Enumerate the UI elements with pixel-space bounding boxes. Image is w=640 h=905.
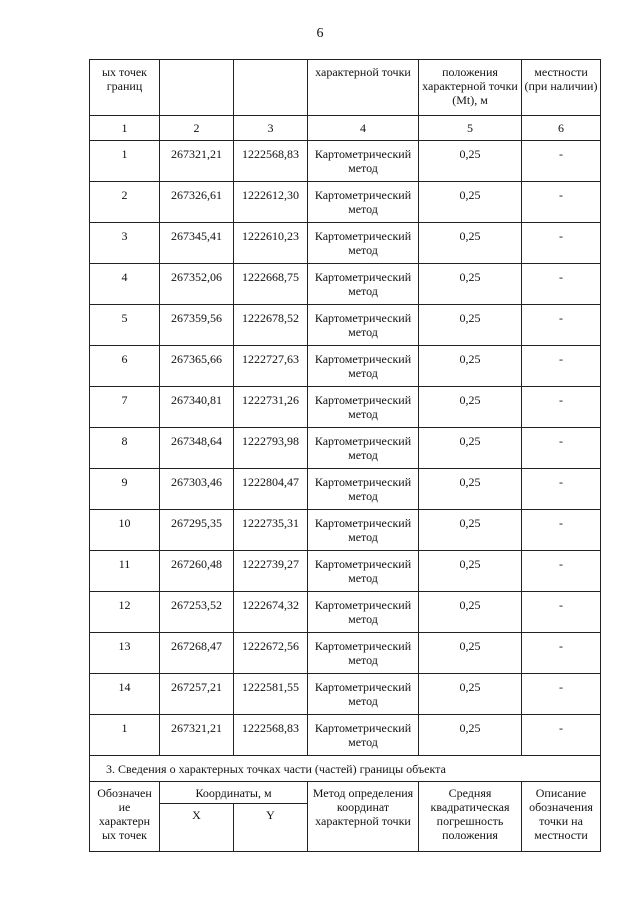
- table-row: [90, 264, 601, 305]
- column-number: 1: [90, 116, 160, 141]
- table-row: [90, 469, 601, 510]
- coordinate-y: 1222727,63: [234, 346, 308, 387]
- point-number: 2: [90, 182, 160, 223]
- point-description: -: [522, 346, 601, 387]
- accuracy: 0,25: [419, 428, 522, 469]
- coordinate-x: 267321,21: [160, 715, 234, 756]
- coordinate-x: 267340,81: [160, 387, 234, 428]
- accuracy: 0,25: [419, 551, 522, 592]
- accuracy: 0,25: [419, 387, 522, 428]
- header-cell: положения характерной точки (Mt), м: [419, 60, 522, 116]
- coordinate-y: 1222793,98: [234, 428, 308, 469]
- column-number: 4: [308, 116, 419, 141]
- coordinate-y: 1222612,30: [234, 182, 308, 223]
- x-header: X: [160, 804, 234, 852]
- point-description: -: [522, 633, 601, 674]
- method: Картометрический метод: [308, 592, 419, 633]
- method: Картометрический метод: [308, 141, 419, 182]
- point-number: 9: [90, 469, 160, 510]
- method: Картометрический метод: [308, 387, 419, 428]
- method: Картометрический метод: [308, 551, 419, 592]
- section-3-header-row: [90, 782, 601, 804]
- accuracy-header: Средняя квадратическая погрешность положения: [419, 782, 522, 852]
- point-number: 1: [90, 141, 160, 182]
- coordinate-y: 1222674,32: [234, 592, 308, 633]
- point-number: 3: [90, 223, 160, 264]
- section-3-title-row: [90, 756, 601, 782]
- point-description: -: [522, 387, 601, 428]
- coordinate-x: 267352,06: [160, 264, 234, 305]
- table-row: [90, 592, 601, 633]
- point-description: -: [522, 428, 601, 469]
- accuracy: 0,25: [419, 592, 522, 633]
- header-cell: местности (при наличии): [522, 60, 601, 116]
- point-number: 14: [90, 674, 160, 715]
- coordinate-y: 1222672,56: [234, 633, 308, 674]
- table-row: [90, 551, 601, 592]
- coordinate-x: 267295,35: [160, 510, 234, 551]
- coordinate-x: 267365,66: [160, 346, 234, 387]
- accuracy: 0,25: [419, 510, 522, 551]
- y-header: Y: [234, 804, 308, 852]
- section-3-title: 3. Сведения о характерных точках части (частей) границы объекта: [90, 756, 601, 782]
- coordinate-x: 267253,52: [160, 592, 234, 633]
- coordinate-x: 267359,56: [160, 305, 234, 346]
- table-row: [90, 715, 601, 756]
- point-description: -: [522, 469, 601, 510]
- method: Картометрический метод: [308, 633, 419, 674]
- accuracy: 0,25: [419, 305, 522, 346]
- point-number: 8: [90, 428, 160, 469]
- table-row: [90, 674, 601, 715]
- table-row: [90, 305, 601, 346]
- method: Картометрический метод: [308, 305, 419, 346]
- accuracy: 0,25: [419, 674, 522, 715]
- accuracy: 0,25: [419, 633, 522, 674]
- point-number: 11: [90, 551, 160, 592]
- coordinate-y: 1222735,31: [234, 510, 308, 551]
- coordinate-y: 1222739,27: [234, 551, 308, 592]
- coordinate-x: 267268,47: [160, 633, 234, 674]
- method: Картометрический метод: [308, 182, 419, 223]
- header-cell: характерной точки: [308, 60, 419, 116]
- point-description: -: [522, 141, 601, 182]
- point-description: -: [522, 264, 601, 305]
- coordinate-y: 1222581,55: [234, 674, 308, 715]
- point-description: -: [522, 715, 601, 756]
- method: Картометрический метод: [308, 674, 419, 715]
- coordinate-x: 267303,46: [160, 469, 234, 510]
- table-row: [90, 510, 601, 551]
- method: Картометрический метод: [308, 715, 419, 756]
- accuracy: 0,25: [419, 264, 522, 305]
- coordinate-y: 1222610,23: [234, 223, 308, 264]
- description-header: Описание обозначения точки на местности: [522, 782, 601, 852]
- column-number-row: [90, 116, 601, 141]
- table-row: [90, 633, 601, 674]
- method: Картометрический метод: [308, 223, 419, 264]
- coordinate-y: 1222731,26: [234, 387, 308, 428]
- header-cell: [160, 60, 234, 116]
- point-description: -: [522, 510, 601, 551]
- coordinate-y: 1222804,47: [234, 469, 308, 510]
- point-number: 6: [90, 346, 160, 387]
- column-number: 5: [419, 116, 522, 141]
- table-row: [90, 428, 601, 469]
- method: Картометрический метод: [308, 510, 419, 551]
- coordinate-y: 1222568,83: [234, 715, 308, 756]
- boundary-points-table: [89, 59, 601, 852]
- point-description: -: [522, 551, 601, 592]
- coordinate-y: 1222668,75: [234, 264, 308, 305]
- coordinate-x: 267257,21: [160, 674, 234, 715]
- point-description: -: [522, 674, 601, 715]
- coordinate-x: 267321,21: [160, 141, 234, 182]
- method: Картометрический метод: [308, 264, 419, 305]
- column-number: 6: [522, 116, 601, 141]
- method-header: Метод определения координат характерной точки: [308, 782, 419, 852]
- point-number: 12: [90, 592, 160, 633]
- coordinate-y: 1222568,83: [234, 141, 308, 182]
- point-number: 5: [90, 305, 160, 346]
- column-number: 2: [160, 116, 234, 141]
- point-number: 13: [90, 633, 160, 674]
- method: Картометрический метод: [308, 346, 419, 387]
- point-description: -: [522, 182, 601, 223]
- method: Картометрический метод: [308, 469, 419, 510]
- column-number: 3: [234, 116, 308, 141]
- accuracy: 0,25: [419, 469, 522, 510]
- table-header-row: [90, 60, 601, 116]
- point-description: -: [522, 305, 601, 346]
- coordinates-header: Координаты, м: [160, 782, 308, 804]
- page-number: 6: [316, 26, 324, 41]
- table-row: [90, 346, 601, 387]
- point-description: -: [522, 592, 601, 633]
- table-row: [90, 141, 601, 182]
- coordinate-x: 267348,64: [160, 428, 234, 469]
- method: Картометрический метод: [308, 428, 419, 469]
- point-number: 7: [90, 387, 160, 428]
- point-number: 4: [90, 264, 160, 305]
- table-row: [90, 387, 601, 428]
- point-number: 1: [90, 715, 160, 756]
- table-row: [90, 223, 601, 264]
- coordinate-x: 267326,61: [160, 182, 234, 223]
- coordinate-x: 267260,48: [160, 551, 234, 592]
- accuracy: 0,25: [419, 223, 522, 264]
- header-cell: ых точек границ: [90, 60, 160, 116]
- accuracy: 0,25: [419, 346, 522, 387]
- coordinate-y: 1222678,52: [234, 305, 308, 346]
- designation-header: Обозначен ие характерн ых точек: [90, 782, 160, 852]
- point-number: 10: [90, 510, 160, 551]
- point-description: -: [522, 223, 601, 264]
- accuracy: 0,25: [419, 182, 522, 223]
- accuracy: 0,25: [419, 141, 522, 182]
- accuracy: 0,25: [419, 715, 522, 756]
- coordinate-x: 267345,41: [160, 223, 234, 264]
- table-row: [90, 182, 601, 223]
- header-cell: [234, 60, 308, 116]
